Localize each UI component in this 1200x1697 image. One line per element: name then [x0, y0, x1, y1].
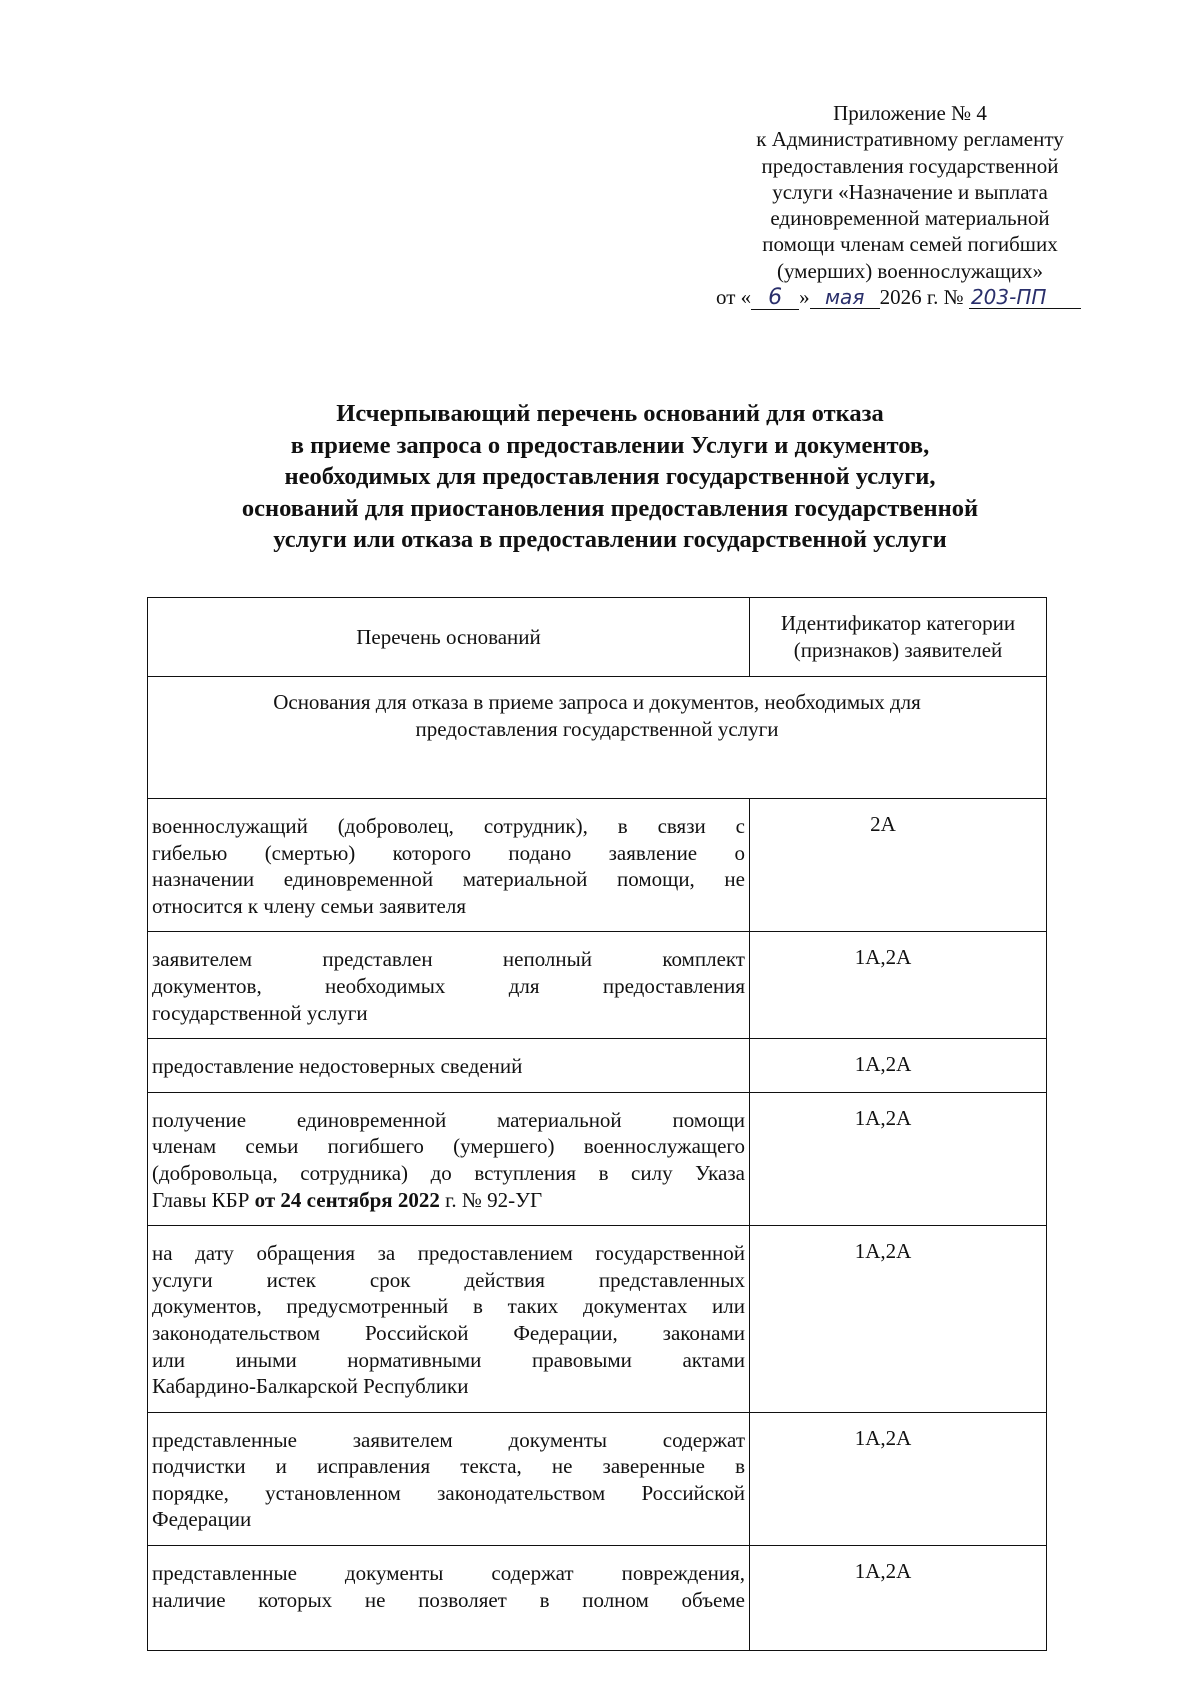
- table-row: [148, 1226, 1047, 1413]
- header-reasons: Перечень оснований: [148, 598, 750, 677]
- appendix-line: Приложение № 4: [833, 101, 987, 125]
- table-row: [148, 932, 1047, 1039]
- appendix-line: единовременной материальной: [770, 206, 1050, 231]
- appendix-line: предоставления государственной: [761, 153, 1059, 178]
- table-row: [148, 1412, 1047, 1545]
- reason-line: получение единовременной материальной помощи: [152, 1107, 745, 1132]
- reason-line: военнослужащий (доброволец, сотрудник), в связи с: [152, 814, 745, 838]
- date-prefix: от «: [716, 285, 752, 310]
- section-line: Основания для отказа в приеме запроса и документов, необходимых для: [273, 690, 921, 714]
- reason-line: представленные заявителем документы содержат: [152, 1427, 745, 1452]
- table-row: [148, 1546, 1047, 1651]
- reason-line: (добровольца, сотрудника) до вступления в силу Указа: [152, 1160, 745, 1185]
- title-line: необходимых для предоставления государственной услуги,: [284, 463, 936, 490]
- reason-line: или иными нормативными правовыми актами: [152, 1347, 745, 1372]
- category-code: 1А,2А: [750, 1092, 1047, 1225]
- reason-cell: [148, 1412, 750, 1545]
- reason-cell: [148, 1226, 750, 1413]
- reason-line: относится к члену семьи заявителя: [152, 893, 467, 918]
- title-line: услуги или отказа в предоставлении государственной услуги: [273, 526, 947, 553]
- reason-line: документов, предусмотренный в таких документах или: [152, 1294, 745, 1319]
- decree-text-end: г. № 92-УГ: [439, 1187, 543, 1212]
- date-day-handwritten: 6: [751, 287, 799, 310]
- reason-line: членам семьи погибшего (умершего) военнослужащего: [152, 1134, 745, 1159]
- reason-cell: [148, 799, 750, 932]
- title-line: Исчерпывающий перечень оснований для отказа: [336, 400, 884, 427]
- reason-line: документов, необходимых для предоставления: [152, 973, 745, 998]
- category-code: 1А,2А: [750, 1226, 1047, 1413]
- reason-line: наличие которых не позволяет в полном объеме: [152, 1587, 745, 1612]
- category-code: 1А,2А: [750, 1546, 1047, 1651]
- document-number-handwritten: 203-ПП: [969, 286, 1081, 309]
- reason-line: назначении единовременной материальной помощи, не: [152, 867, 745, 892]
- reason-line: Кабардино-Балкарской Республики: [152, 1374, 469, 1399]
- grounds-table: [147, 597, 1047, 1651]
- date-month-handwritten: мая: [810, 286, 880, 309]
- reason-line: на дату обращения за предоставлением государственной: [152, 1241, 745, 1266]
- appendix-line: (умерших) военнослужащих»: [776, 258, 1044, 283]
- reason-line: услуги истек срок действия представленных: [152, 1267, 745, 1292]
- table-row: [148, 1092, 1047, 1225]
- reason-cell: [148, 1092, 750, 1225]
- decree-date-bold: от 24 сентября 2022: [254, 1187, 440, 1212]
- reason-line: порядке, установленном законодательством Российской: [152, 1480, 745, 1505]
- category-code: 1А,2А: [750, 1412, 1047, 1545]
- reason-line: Федерации: [152, 1507, 252, 1532]
- reason-line: представленные документы содержат повреждения,: [152, 1561, 745, 1586]
- title-line: в приеме запроса о предоставлении Услуги и документов,: [290, 431, 930, 459]
- reason-line: законодательством Российской Федерации, законами: [152, 1320, 745, 1345]
- reason-line: государственной услуги: [152, 1000, 368, 1025]
- table-row: [148, 1039, 1047, 1093]
- reason-line: предоставление недостоверных сведений: [152, 1054, 523, 1079]
- reason-line: гибелью (смертью) которого подано заявление о: [152, 840, 745, 865]
- reason-cell: [148, 1039, 750, 1093]
- table-row: [148, 799, 1047, 932]
- section-heading: [148, 677, 1047, 799]
- appendix-line: к Административному регламенту: [756, 127, 1064, 152]
- category-code: 2А: [750, 799, 1047, 932]
- category-code: 1А,2А: [750, 1039, 1047, 1093]
- header-category-line: Идентификатор категории: [780, 611, 1016, 635]
- reason-line: подчистки и исправления текста, не заверенные в: [152, 1454, 745, 1479]
- decree-text-start: Главы КБР: [152, 1187, 255, 1212]
- section-row: [148, 677, 1047, 799]
- reason-cell: [148, 1546, 750, 1651]
- header-category-id: [750, 598, 1047, 677]
- header-category-line: (признаков) заявителей: [793, 637, 1003, 662]
- reason-cell: [148, 932, 750, 1039]
- reason-line: заявителем представлен неполный комплект: [152, 947, 745, 972]
- date-mid: »: [799, 285, 810, 310]
- section-line: предоставления государственной услуги: [415, 716, 779, 741]
- title-line: оснований для приостановления предоставления государственной: [241, 494, 979, 522]
- document-title: [150, 398, 1070, 556]
- table-header-row: [148, 598, 1047, 677]
- appendix-line: помощи членам семей погибших: [762, 232, 1058, 257]
- document-date-number: [700, 284, 1120, 310]
- category-code: 1А,2А: [750, 932, 1047, 1039]
- appendix-line: услуги «Назначение и выплата: [772, 179, 1048, 204]
- reason-line: [152, 1187, 745, 1214]
- number-prefix: №: [943, 285, 964, 310]
- date-year: 2026 г.: [879, 285, 939, 310]
- appendix-block: [700, 100, 1120, 310]
